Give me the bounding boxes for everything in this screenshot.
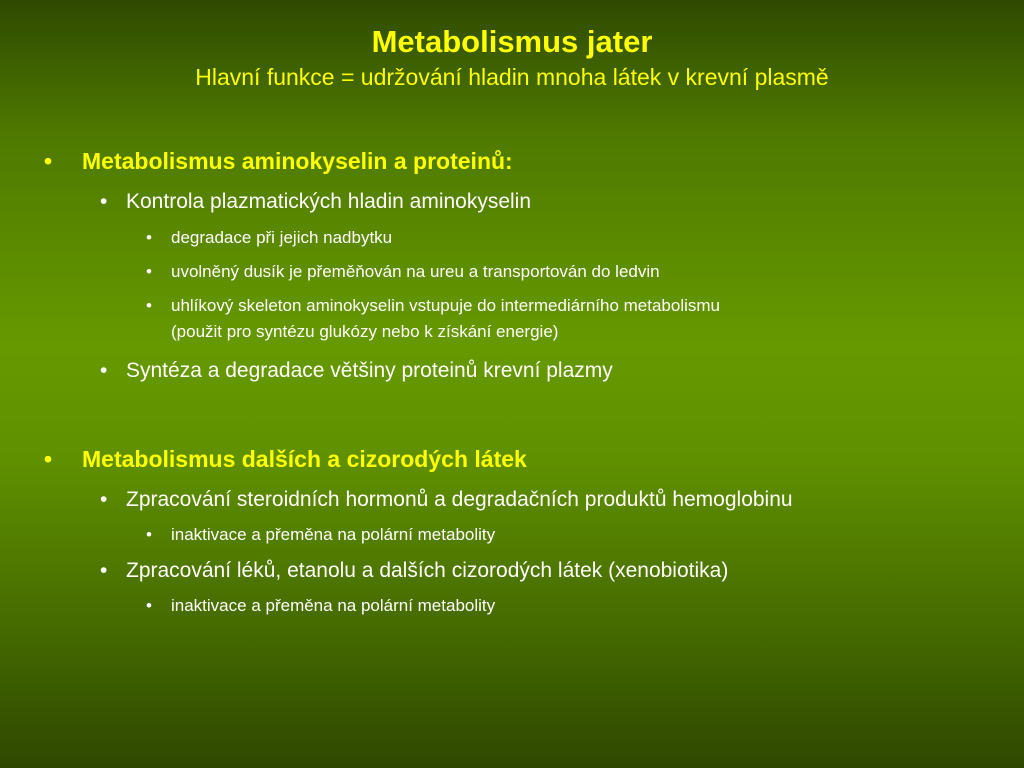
section-heading: Metabolismus aminokyselin a proteinů: [82,148,513,174]
bullet-icon: • [146,228,152,247]
sub-list-item: inaktivace a přeměna na polární metabolity [171,596,496,615]
bullet-icon: • [146,596,152,615]
list-item: Zpracování steroidních hormonů a degradačních produktů hemoglobinu [126,488,793,511]
list-item: Syntéza a degradace většiny proteinů krevní plazmy [126,359,613,382]
bullet-icon: • [44,148,53,174]
bullet-icon: • [146,525,152,544]
slide-title: Metabolismus jater [371,24,653,59]
section-heading: Metabolismus dalších a cizorodých látek [82,446,527,472]
bullet-icon: • [146,296,152,315]
sub-list-item-continuation: (použit pro syntézu glukózy nebo k získání energie) [171,322,559,341]
sub-list-item: degradace při jejich nadbytku [171,228,393,247]
bullet-icon: • [44,446,53,472]
list-item: Zpracování léků, etanolu a dalších cizorodých látek (xenobiotika) [126,559,729,582]
slide-subtitle: Hlavní funkce = udržování hladin mnoha látek v krevní plasmě [195,64,829,90]
bullet-icon: • [146,262,152,281]
bullet-icon: • [100,359,108,382]
sub-list-item: inaktivace a přeměna na polární metabolity [171,525,496,544]
bullet-icon: • [100,559,108,582]
list-item: Kontrola plazmatických hladin aminokyselin [126,190,532,213]
bullet-icon: • [100,488,108,511]
sub-list-item: uhlíkový skeleton aminokyselin vstupuje do intermediárního metabolismu [171,296,721,315]
bullet-icon: • [100,190,108,213]
sub-list-item: uvolněný dusík je přeměňován na ureu a transportován do ledvin [171,262,660,281]
